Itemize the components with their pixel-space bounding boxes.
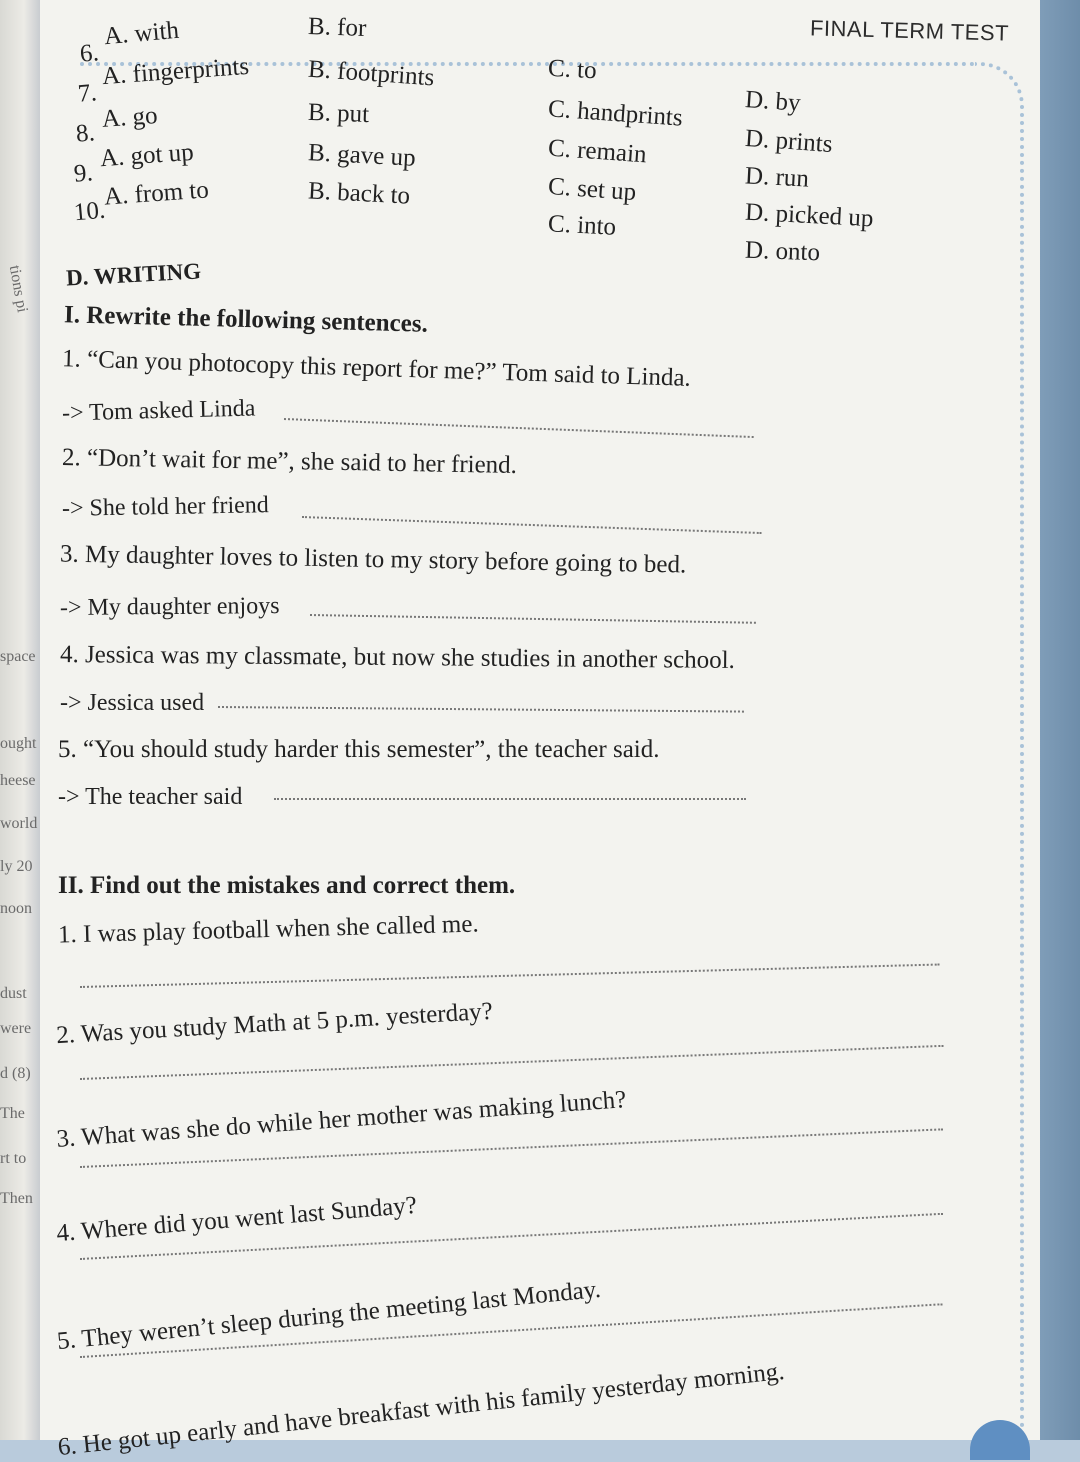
textbook-page (40, 0, 1040, 1462)
margin-fragment: The (0, 1105, 25, 1122)
answer-line (302, 516, 762, 534)
choice-option-d: D. by (744, 86, 802, 117)
choice-option-b: B. gave up (307, 139, 417, 172)
choice-option-c: C. remain (547, 134, 648, 169)
margin-fragment: dust (0, 985, 27, 1002)
answer-line (218, 706, 744, 713)
choice-option-a: A. got up (99, 138, 195, 173)
margin-fragment: d (8) (0, 1065, 31, 1082)
choice-option-c: C. to (547, 54, 598, 85)
previous-page-edge (0, 0, 40, 1440)
page-frame-border (975, 62, 1024, 1446)
choice-number: 9. (72, 159, 94, 188)
choice-option-b: B. for (307, 12, 367, 43)
choice-option-d: D. onto (744, 236, 821, 267)
choice-option-b: B. footprints (307, 55, 436, 92)
rewrite-sentence: 5. “You should study harder this semester”, the teacher said. (58, 736, 660, 763)
page-header-title: FINAL TERM TEST (809, 15, 1010, 46)
choice-option-d: D. prints (744, 124, 834, 159)
mistake-sentence: 6. He got up early and have breakfast with his family yesterday morning. (56, 1357, 786, 1462)
choice-option-d: D. picked up (744, 198, 875, 233)
part-title: II. Find out the mistakes and correct them. (58, 872, 516, 899)
rewrite-sentence: 3. My daughter loves to listen to my story before going to bed. (59, 540, 687, 579)
choice-number: 10. (72, 196, 107, 227)
part-title: I. Rewrite the following sentences. (63, 301, 429, 338)
margin-fragment: noon (0, 900, 32, 917)
choice-option-d: D. run (744, 162, 810, 193)
margin-fragment: Then (0, 1190, 33, 1207)
choice-option-c: C. into (547, 210, 617, 241)
answer-prompt: -> My daughter enjoys (59, 593, 280, 621)
choice-option-c: C. set up (547, 172, 638, 207)
answer-line (274, 798, 746, 800)
choice-option-a: A. with (102, 16, 180, 51)
margin-fragment: rt to (0, 1150, 27, 1167)
book-cover-edge (1040, 0, 1080, 1440)
rewrite-sentence: 2. “Don’t wait for me”, she said to her friend. (61, 444, 518, 479)
choice-option-c: C. handprints (547, 95, 684, 132)
choice-option-b: B. back to (307, 177, 411, 210)
margin-fragment: ly 20 (0, 858, 33, 875)
mistake-sentence: 3. What was she do while her mother was making lunch? (55, 1086, 628, 1153)
margin-fragment: ought (0, 735, 37, 752)
answer-prompt: -> The teacher said (58, 784, 243, 810)
answer-line (310, 614, 756, 624)
choice-option-b: B. put (307, 98, 370, 129)
mistake-sentence: 4. Where did you went last Sunday? (55, 1191, 418, 1248)
answer-line (80, 1045, 943, 1080)
section-title: D. WRITING (65, 258, 202, 291)
margin-fragment: were (0, 1020, 32, 1037)
answer-line (284, 418, 754, 438)
rewrite-sentence: 4. Jessica was my classmate, but now she studies in another school. (59, 641, 735, 674)
rewrite-sentence: 1. “Can you photocopy this report for me?” Tom said to Linda. (61, 345, 692, 392)
margin-fragment: space (0, 648, 36, 665)
choice-number: 8. (74, 119, 96, 148)
choice-number: 7. (76, 79, 98, 108)
margin-fragment: heese (0, 772, 36, 789)
choice-number: 6. (78, 39, 100, 68)
mistake-sentence: 2. Was you study Math at 5 p.m. yesterday? (55, 997, 494, 1050)
answer-prompt: -> She told her friend (61, 492, 270, 522)
answer-prompt: -> Tom asked Linda (61, 395, 256, 427)
answer-line (80, 963, 940, 988)
choice-option-a: A. go (101, 102, 159, 133)
margin-fragment: world (0, 815, 38, 832)
mistake-sentence: 1. I was play football when she called me. (57, 910, 479, 949)
mistake-sentence: 5. They weren’t sleep during the meeting last Monday. (55, 1275, 602, 1356)
answer-prompt: -> Jessica used (60, 690, 205, 716)
choice-option-a: A. fingerprints (101, 52, 250, 91)
choice-option-a: A. from to (103, 176, 210, 211)
margin-fragment: tions pi (5, 264, 31, 314)
